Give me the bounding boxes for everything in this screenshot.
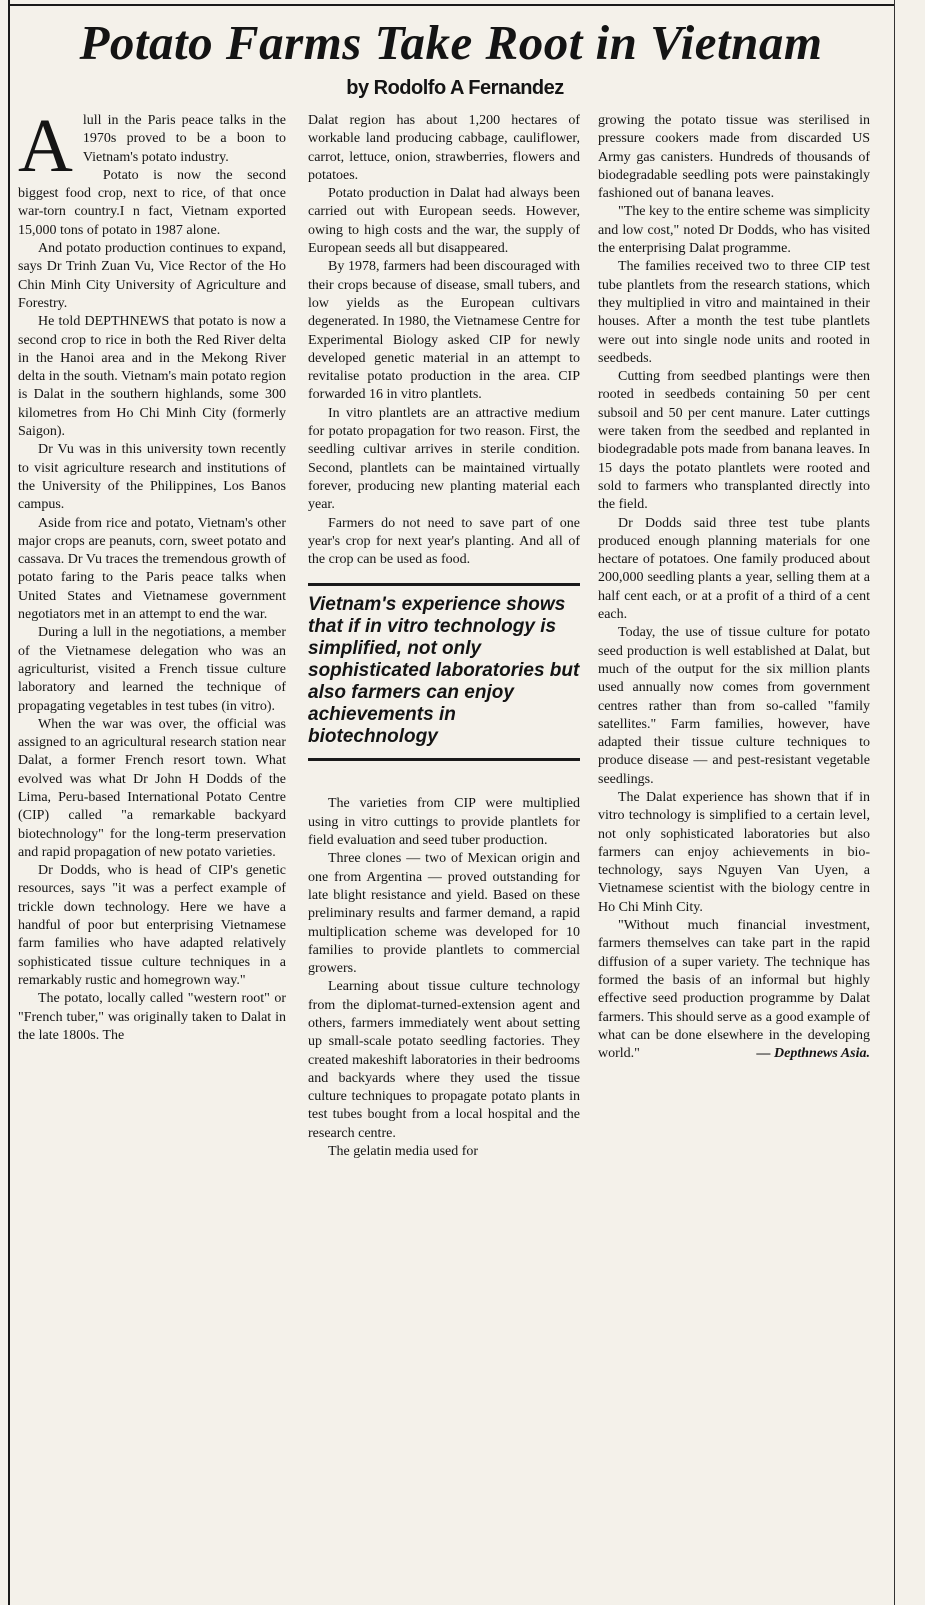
paragraph: And potato production continues to expand, says Dr Trinh Zuan Vu, Vice Rector of the Ho Chin Minh City University of Agriculture and Forestry. bbox=[18, 241, 286, 311]
left-border-rule bbox=[8, 0, 10, 1605]
top-border-rule bbox=[8, 4, 894, 6]
drop-cap: A bbox=[18, 112, 73, 188]
paragraph: By 1978, farmers had been discouraged with their crops because of disease, small tubers, and low yields as the European cultivars degenerated. In 1980, the Vietnamese Centre for Experimental Biology asked CIP for newly developed genetic material in an attempt to revitalise potato production in the area. CIP forwarded 16 in vitro plantlets. bbox=[308, 259, 580, 403]
paragraph: "The key to the entire scheme was simplicity and low cost," noted Dr Dodds, who has visited the enterprising Dalat programme. bbox=[598, 204, 870, 257]
paragraph: Three clones — two of Mexican origin and one from Argentina — proved outstanding for late blight resistance and yield. Based on these preliminary results and farmer demand, a rapid multiplication scheme was developed for 10 families to provide plantlets to commercial growers. bbox=[308, 851, 580, 977]
paragraph: Dalat region has about 1,200 hectares of workable land producing cabbage, cauliflower, carrot, lettuce, onion, strawberries, flowers and potatoes. bbox=[308, 113, 580, 183]
spacer bbox=[308, 777, 580, 795]
paragraph: Alull in the Paris peace talks in the 1970s proved to be a boon to Vietnam's potato industry. bbox=[18, 112, 286, 188]
paragraph: The families received two to three CIP test tube plantlets from the research stations, which they multiplied in vitro and maintained in their houses. After a month the test tube plantlets were out into single node units and rooted in seedbeds. bbox=[598, 259, 870, 366]
column-1 bbox=[18, 112, 286, 1599]
paragraph: During a lull in the negotiations, a member of the Vietnamese delegation who was an agriculturist, visited a French tissue culture laboratory and learned the technique of propagating vegetables in test tubes (in vitro). bbox=[18, 625, 286, 714]
paragraph: When the war was over, the official was assigned to an agricultural research station near Dalat, a former French resort town. What evolved was what Dr John H Dodds of the Lima, Peru-based International Potato Centre (CIP) called "a remarkable backyard biotechnology" for the long-term preservation and rapid propagation of new potato varieties. bbox=[18, 716, 286, 860]
paragraph: The Dalat experience has shown that if in vitro technology is simplified to a certain level, not only sophisticated laboratories but also farmers can enjoy achievements in bio-technology, says Nguyen Van Uyen, a Vietnamese scientist with the biology centre in Ho Chi Minh City. bbox=[598, 789, 870, 915]
paragraph: He told DEPTHNEWS that potato is now a second crop to rice in both the Red River delta in the Hanoi area and in the Mekong River delta in the south. Vietnam's main potato region is Dalat in the southern highlands, some 300 kilometres from Ho Chi Minh City (formerly Saigon). bbox=[18, 314, 286, 440]
column-3 bbox=[598, 112, 870, 1599]
paragraph: In vitro plantlets are an attractive medium for potato propagation for two reason. First, the seedling cultivar arrives in sterile condition. Second, plantlets can be maintained virtually forever, producing new planting material each year. bbox=[308, 405, 580, 513]
paragraph: Dr Dodds said three test tube plants produced enough planning materials for one hectare of potatoes. One family produced about 200,000 seedling plants a year, selling them at a half cent each, or at a profit of a third of a cent each. bbox=[598, 515, 870, 623]
paragraph: The potato, locally called "western root" or "French tuber," was originally taken to Dalat in the late 1800s. The bbox=[18, 991, 286, 1043]
paragraph: Potato production in Dalat had always been carried out with European seeds. However, owing to high costs and the war, the supply of European seeds all but disappeared. bbox=[308, 186, 580, 257]
source-credit: — Depthnews Asia. bbox=[756, 1046, 870, 1062]
paragraph: Potato is now the second biggest food crop, next to rice, of that once war-torn country.I n fact, Vietnam exported 15,000 tons of potato in 1987 alone. bbox=[18, 167, 286, 238]
paragraph: Cutting from seedbed plantings were then rooted in seedbeds containing 50 per cent subsoil and 50 per cent manure. Later cuttings were taken from the seedbed and replanted in biodegradable pots made from banana leaves. In 15 days the potato plantlets were rooted and sold to farmers who transplanted directly into the field. bbox=[598, 369, 870, 513]
paragraph: Today, the use of tissue culture for potato seed production is well established at Dalat, but much of the output for the six million plants used annually now comes from government centres rather than from so-called "family satellites." Farm families, however, have adapted their tissue culture techniques to produce disease — and pest-resistant vegetable seedlings. bbox=[598, 625, 870, 787]
paragraph: The varieties from CIP were multiplied using in vitro cuttings to provide plantlets for field evaluation and seed tuber production. bbox=[308, 796, 580, 849]
paragraph: Aside from rice and potato, Vietnam's other major crops are peanuts, corn, sweet potato and cassava. Dr Vu traces the tremendous growth of potato faring to the Paris peace talks when United States and Vietnamese government negotiators met in an attempt to end the war. bbox=[18, 515, 286, 623]
paragraph: growing the potato tissue was sterilised in pressure cookers made from discarded US Army gas canisters. Hundreds of thousands of biodegradable seedling pots were painstakingly fashioned out of banana leaves. bbox=[598, 113, 870, 202]
paragraph: Dr Dodds, who is head of CIP's genetic resources, says "it was a perfect example of trickle down technology. Here we have a handful of poor but enterprising Vietnamese farm families who have adapted relatively sophisticated tissue culture techniques in a remarkably rustic and homegrown way." bbox=[18, 863, 286, 988]
paragraph: The gelatin media used for bbox=[328, 1144, 479, 1160]
paragraph: Farmers do not need to save part of one year's crop for next year's planting. And all of the crop can be used as food. bbox=[308, 515, 580, 568]
article-headline: Potato Farms Take Root in Vietnam bbox=[79, 15, 823, 70]
article-byline: by Rodolfo A Fernandez bbox=[346, 77, 564, 99]
right-border-rule bbox=[894, 0, 895, 1605]
paragraph: Learning about tissue culture technology from the diplomat-turned-extension agent and others, farmers immediately went about setting up small-scale potato seedling factories. They created makeshift laboratories in their bedrooms and backyards where they used the tissue culture techniques to propagate potato plants in test tubes bought from a local hospital and the research centre. bbox=[308, 979, 580, 1141]
paragraph: "Without much financial investment, farmers themselves can take part in the rapid diffusion of a super variety. The technique has formed the basis of an informal but highly effective seed production programme by Dalat farmers. This should serve as a good example of what can be done elsewhere in the developing world." — Depthnews Asia. bbox=[598, 917, 870, 1063]
pull-quote: Vietnam's experience shows that if in vitro technology is simplified, not only sophisticated laboratories but also farmers can enjoy achievements in biotechnology bbox=[308, 583, 580, 761]
column-2 bbox=[308, 112, 580, 1599]
paragraph: Dr Vu was in this university town recently to visit agriculture research and institutions of the University of the Philippines, Los Banos campus. bbox=[18, 442, 286, 513]
